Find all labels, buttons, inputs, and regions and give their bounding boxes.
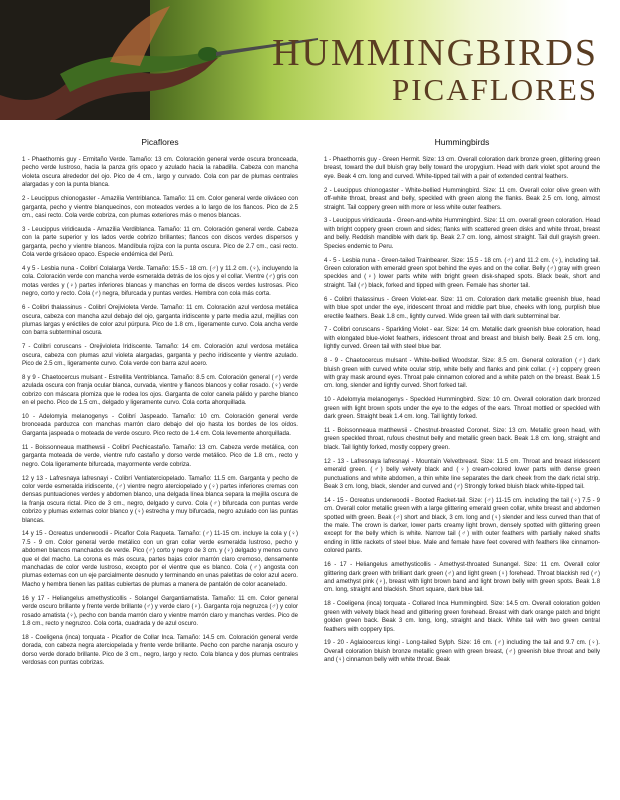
spanish-entry: 10 - Adelomyia melanogenys - Colibrí Jaspeado. Tamaño: 10 cm. Coloración general verde bronceada parduzca con manchas marrón claro debajo del ojo hasta los bordes de los oídos. Garganta jaspeada o moteada de verde oscuro. Pico recto de 1.4 cm. Cola levemente ahorquillada. bbox=[22, 413, 298, 437]
title-spanish: PICAFLORES bbox=[391, 72, 598, 107]
spanish-entry: 14 y 15 - Ocreatus underwoodii - Picaflor Cola Raqueta. Tamaño: (♂) 11-15 cm. incluye la cola y (♀) 7.5 - 9 cm. Color general verde metálico con un gran collar verde esmeralda lustroso, pecho y abdomen blancos manchados de verde. Pico (♂) corto y negro de 3 cm. y (♀) delgado y menos curvo que el del macho. La corona es más oscura, partes bajas color marrón claro cremoso, densamente manchadas de color verde lustroso, excepto por el vientre que es blanco. Cola (♂) angosta con plumas externas con un eje parcialmente desnudo y terminando en unas paletitas de color azul acero. Macho y hembra tienen las patitas cubiertas de plumas a manera de pantalón de color acanelado. bbox=[22, 530, 298, 588]
spanish-entry: 7 - Colibri coruscans - Orejivioleta Iridiscente. Tamaño: 14 cm. Coloración azul verdosa metálica oscura, cabeza con plumas azul violeta alargadas, garganta y pecho iridiscente y vientre azulado. Pico de 2.5 cm., ligeramente curvo. Cola verde con barra azul acero. bbox=[22, 343, 298, 368]
title-english: HUMMINGBIRDS bbox=[272, 32, 598, 74]
english-entry: 7 - Colibri coruscans - Sparkling Violet - ear. Size: 14 cm. Metallic dark greenish blue coloration, head with elongated blue-violet feathers, iridescent throat and breast and bluish belly. Beak 2.5 cm. long, lightly curved. Green tail with steel blue bar. bbox=[324, 326, 600, 351]
spanish-heading: Picaflores bbox=[141, 137, 179, 147]
spanish-entry: 4 y 5 - Lesbia nuna - Colibrí Colalarga Verde. Tamaño: 15.5 - 18 cm. (♂) y 11.2 cm. (♀), incluyendo la cola. Coloración verde con mancha verde esmeralda detrás de los ojos y el collar. Vientre (♂) gris con motas verdes y (♀) partes inferiores blancas y manchas en forma de discos verdes lustrosas. Pico negro, corto y recto. Cola (♂) negra, bifurcada y puntas verdes. Hembra con cola más corta. bbox=[22, 264, 298, 298]
spanish-entry: 11 - Boissonneaua matthewsii - Colibrí Pechicastaño. Tamaño: 13 cm. Cabeza verde metálica, con garganta moteada de verde, vientre rufo castaño y dorso verde metálico. Pico de 1.8 cm., recto y negro. Cola ligeramente bifurcada, mayormente verde cobriza. bbox=[22, 443, 298, 468]
spanish-entry: 3 - Leucippus viridicauda - Amazilia Verdiblanca. Tamaño: 11 cm. Coloración general verde. Cabeza con la parte superior y los lados verde cobrizo brillantes; flancos con discos verdes dispersos y garganta, pecho y vientre blancos. Mandíbula rojiza con la punta oscura. Pico de 2.7 cm., casi recto. Cola verde grisáceo opaco. Especie endémica del Perú. bbox=[22, 225, 298, 259]
spanish-entry: 12 y 13 - Lafresnaya lafresnayi - Colibrí Ventiaterciopelado. Tamaño: 11.5 cm. Garganta y pecho de color verde esmeralda iridiscente, (♂) vientre negro aterciopelado y (♀) partes inferiores cremas con densas puntuaciones verdes y abdomen blanco, una delgada línea blanca separa la mejilla oscura de la franja oscura rictal. Pico de 3 cm., negro, delgado y curvo. Cola (♂) bifurcada con puntas verde cobrizo y plumas externas color blanco y (♀) estrecha y muy bifurcada, negro azulado con las puntas blancas. bbox=[22, 474, 298, 524]
banner-title bbox=[272, 34, 598, 105]
english-entry: 1 - Phaethornis guy - Green Hermit. Size: 13 cm. Overall coloration dark bronze green, glittering green breast, toward the dull bluish gray belly toward the uropygium. Head with dark violet spot around the eye. Beak 4 cm. long and curved. White-tipped tail with a pair of extended central feathers. bbox=[324, 156, 600, 180]
english-entry: 2 - Leucippus chionogaster - White-bellied Hummingbird. Size: 11 cm. Overall color olive green with off-white throat, breast and belly, speckled with green along the flanks. Beak 2.5 cm. long, almost straight. Tail coppery green with more or less white outer feathers. bbox=[324, 186, 600, 211]
english-entry: 12 - 13 - Lafresnaya lafresnayi - Mountain Velvetbreast. Size: 11.5 cm. Throat and breast iridescent emerald green. (♂) belly velvety black and (♀) cream-colored lower parts with dense green punctuations and white abdomen, a thin white line separates the dark cheek from the dark rictal strip. Beak 3 cm. long, black, slender and curved and (♂) Strongly forked bluish black white-tipped tail. bbox=[324, 457, 600, 490]
english-entry: 6 - Colibri thalassinus - Green Violet-ear. Size: 11 cm. Coloration dark metallic greenish blue, head with blue spot under the eye, iridescent throat and middle part blue, cheeks with long, purplish blue erectile feathers. Beak 1.8 cm., lightly curved. Wide green tail with dark subterminal bar. bbox=[324, 295, 600, 320]
spanish-entry: 1 - Phaethornis guy - Ermitaño Verde. Tamaño: 13 cm. Coloración general verde oscura bronceada, pecho verde lustroso, hacia la panza gris opaco y azulado hacia la rabadilla. Cabeza con mancha violeta oscura alrededor del ojo. Pico de 4 cm., largo y curvado. Cola con par de plumas centrales alargadas y con la punta blanca. bbox=[22, 156, 298, 189]
english-entry: 3 - Leucippus viridicauda - Green-and-white Hummingbird. Size: 11 cm. overall green coloration. Head with bright coppery green crown and sides; flanks with scattered green disks and white throat, breast and belly. Reddish mandible with dark tip. Beak 2.7 cm. long, almost straight. Tail dull grayish green. Species endemic to Peru. bbox=[324, 217, 600, 250]
spanish-entry: 6 - Colibri thalassinus - Colibrí Orejivioleta Verde. Tamaño: 11 cm. Coloración azul verdosa metálica oscura, cabeza con mancha azul debajo del ojo, garganta iridiscente y parte media azul, mejillas con plumas largas y eréctiles de color azul púrpura. Pico de 1.8 cm., ligeramente curvo. Cola ancha verde con barra subterminal oscura. bbox=[22, 304, 298, 337]
spanish-entry: 2 - Leucippus chionogaster - Amazilia Ventriblanca. Tamaño: 11 cm. Color general verde oliváceo con garganta, pecho y vientre blanquecinos, con moteados verdes a lo largo de los flancos. Pico de 2.5 cm., casi recto. Cola verde cobriza, con plumas exteriores más o menos blancas. bbox=[22, 195, 298, 219]
english-heading: Hummingbirds bbox=[434, 137, 490, 147]
english-entry: 8 - 9 - Chaetocercus mulsant - White-bellied Woodstar. Size: 8.5 cm. General coloration (♂) dark bluish green with curved white ocular strip, white belly and flanks and pink collar. (♀) coppery green with gray mask around eyes. Throat pale cinnamon colored and a white patch on the breast. Beak 1.5 cm. long, slender and lightly curved. Short forked tail. bbox=[324, 357, 600, 390]
english-entry: 11 - Boissonneaua matthewsii - Chestnut-breasted Coronet. Size: 13 cm. Metallic green head, with green speckled throat, rufous chestnut belly and metallic green back. Beak 1.8 cm. long, straight and black. Tail lightly forked, mostly coppery green. bbox=[324, 426, 600, 451]
english-entry: 19 - 20 - Aglaiocercus kingi - Long-tailed Sylph. Size: 16 cm. (♂) including the tail and 9.7 cm. (♀). Overall coloration bluish bronze metallic green with green breast, (♂) greenish blue throat and belly and (♀) cinnamon belly with white throat. Beak bbox=[324, 639, 600, 664]
english-entry: 4 - 5 - Lesbia nuna - Green-tailed Trainbearer. Size: 15.5 - 18 cm. (♂) and 11.2 cm. (♀), including tail. Green coloration with emerald green spot behind the eyes and on the collar. Belly (♂) gray with green speckles and (♀) lower parts white with bright green disk-shaped spots. Black beak, short and straight. Tail (♂) black, forked and tipped with green. Female has shorter tail. bbox=[324, 256, 600, 289]
english-entry: 10 - Adelomyia melanogenys - Speckled Hummingbird. Size: 10 cm. Overall coloration dark bronzed green with light brown spots under the eye to the edges of the ears. Throat mottled or speckled with dark green. Straight beak 1.4 cm. long. Tail lightly forked. bbox=[324, 396, 600, 421]
english-entry: 16 - 17 - Heliangelus amethysticollis - Amethyst-throated Sunangel. Size: 11 cm. Overall color glittering dark green with brilliant dark green (♂) and light green (♀) forehead. Throat blackish red (♂) and amethyst pink (♀), breast with light brown band and light brown belly with green spots. Beak 1.8 cm. long, straight and blackish. Short square, dark blue tail. bbox=[324, 561, 600, 594]
spanish-column bbox=[22, 137, 298, 797]
spanish-entry: 16 y 17 - Heliangelus amethysticollis - Solangel Gargantiamatista. Tamaño: 11 cm. Color general verde oscuro brillante y frente verde brillante (♂) y verde claro (♀). Garganta roja negruzca (♂) y color rosado amatista (♀), pecho con banda marrón claro y vientre marrón claro y manchas verdes. Pico de 1.8 cm., recto y negruzco. Cola corta, cuadrada y de azul oscuro. bbox=[22, 594, 298, 627]
content-columns bbox=[22, 137, 600, 797]
english-column bbox=[324, 137, 600, 797]
english-entry: 14 - 15 - Ocreatus underwoodii - Booted Racket-tail. Size: (♂) 11-15 cm. including the tail (♀) 7.5 - 9 cm. Overall color metallic green with a large glittering emerald green collar, white breast and abdomen spotted with green. Beak (♂) short and black, 3 cm. long and (♀) slender and less curved than that of the male. The crown is darker, lower parts creamy light brown, densely spotted with glittering green except for the belly which is white. Narrow tail (♂) with outer feathers with partially naked shafts ending in little rackets of steel blue. Male and female have feet covered with feathers like cinnamon-colored pants. bbox=[324, 496, 600, 555]
english-entry: 18 - Coeligena (inca) torquata - Collared Inca Hummingbird. Size: 14.5 cm. Overall coloration golden green with velvety black head and glittering green forehead. Breast with dark orange patch and bright golden green back. Beak 3 cm. long, long, straight and black. White tail with two green central feathers with coppery tips. bbox=[324, 600, 600, 633]
spanish-entry: 8 y 9 - Chaetocercus mulsant - Estrellita Ventriblanca. Tamaño: 8.5 cm. Coloración general (♂) verde azulada oscura con franja ocular blanca, curvada, vientre y flancos blancos y collar rosado. (♀) verde cobrizo con máscara plomiza que le rodea los ojos. Garganta de color canela pálido y parche blanco en el pecho. Pico de 1.5 cm., delgado y ligeramente curvo. Cola corta ahorquillada. bbox=[22, 373, 298, 407]
bird-head-shape bbox=[198, 47, 218, 61]
spanish-entry: 18 - Coeligena (inca) torquata - Picaflor de Collar Inca. Tamaño: 14.5 cm. Coloración general verde dorada, con cabeza negra aterciopelada y frente verde brillante. Pecho con parche naranja oscuro y dorso verde dorado brillante. Pico de 3 cm., negro, largo y recto. Cola blanca y dos plumas centrales verdosas con puntas cobrizas. bbox=[22, 633, 298, 667]
header-banner bbox=[0, 0, 620, 120]
